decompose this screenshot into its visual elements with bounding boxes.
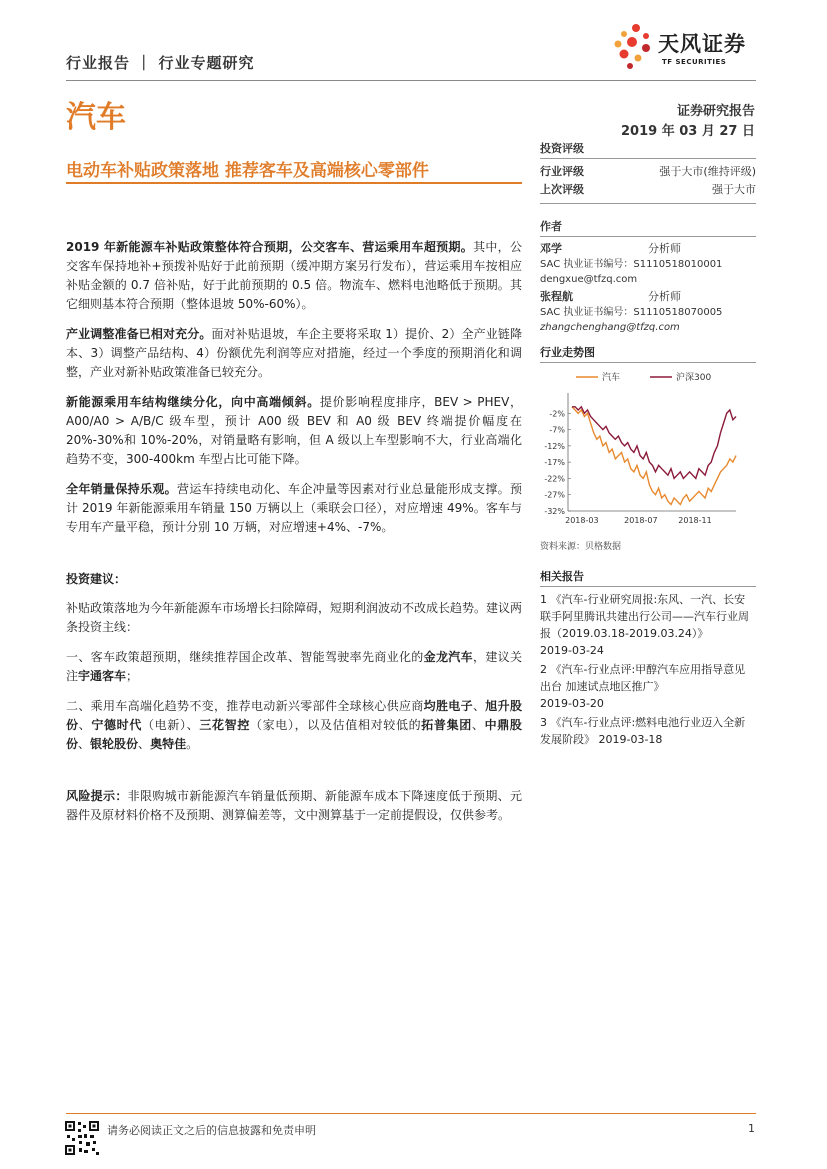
logo-text-en: TF SECURITIES	[662, 58, 727, 66]
paragraph-lead: 新能源乘用车结构继续分化，向中高端倾斜。	[66, 395, 320, 409]
paragraph-lead: 2019 年新能源车补贴政策整体符合预期，公交客车、营运乘用车超预期。	[66, 240, 474, 254]
risk-lead: 风险提示：	[66, 789, 128, 803]
paragraph-body: 营运车持续电动化、车企冲量等因素对行业总量能形成支撑。预计 2019 年新能源乘用车销量 150 万辆以上（乘联会口径），对应增速 49%。客车与专用车产量平稳，预计分别 10 万辆，对应增速+4%、-7%。	[66, 482, 522, 534]
header-divider	[66, 80, 756, 81]
report-title: 电动车补贴政策落地 推荐客车及高端核心零部件	[66, 161, 429, 181]
author-1: 邓学 分析师 SAC 执业证书编号：S1110518010001 dengxue@tfzq.com	[540, 241, 756, 287]
paragraph-subsidy	[66, 238, 522, 314]
related-heading: 相关报告	[540, 566, 756, 587]
rating-heading: 投资评级	[540, 138, 756, 159]
risk-warning	[66, 787, 522, 825]
logo-text-cn: 天风证券	[658, 32, 746, 56]
qr-code-icon	[64, 1120, 100, 1156]
author-email[interactable]: zhangchenghang@tfzq.com	[540, 322, 680, 333]
report-type: 证券研究报告	[676, 104, 755, 119]
investment-line-1: 一、客车政策超预期，继续推荐国企改革、智能驾驶率先商业化的金龙汽车，建议关注宇通客车；	[66, 650, 522, 683]
sector-name: 汽车	[66, 100, 126, 135]
legend-label: 沪深300	[676, 373, 712, 383]
y-tick-label: -2%	[549, 409, 565, 419]
investment-heading: 投资建议：	[66, 572, 127, 586]
trend-chart	[540, 367, 756, 525]
paragraph-body: 提价影响程度排序，BEV > PHEV，A00/A0 > A/B/C 级车型，预计 A00 级 BEV 和 A0 级 BEV 终端提价幅度在 20%-30%和 10%-20%，对销量略有影响，但 A 级以上车型影响不大，行业高端化趋势不变，300-400km 车型占比可能下降。	[66, 395, 522, 466]
author-heading: 作者	[540, 216, 756, 237]
paragraph-sales	[66, 480, 522, 537]
tf-securities-logo	[610, 22, 760, 74]
risk-body: 非限购城市新能源汽车销量低预期、新能源车成本下降速度低于预期、元器件及原材料价格不及预期、测算偏差等，文中测算基于一定前提假设，仅供参考。	[66, 789, 522, 822]
page-number: 1	[748, 1122, 755, 1135]
trend-heading: 行业走势图	[540, 342, 756, 363]
footer-divider	[66, 1113, 756, 1114]
related-report[interactable]: 2 《汽车-行业点评:甲醇汽车应用指导意见出台 加速试点地区推广》 2019-03-20	[540, 663, 746, 710]
footer-disclaimer: 请务必阅读正文之后的信息披露和免责申明	[107, 1124, 316, 1137]
report-date: 2019 年 03 月 27 日	[621, 124, 755, 139]
previous-rating-row: 上次评级 强于大市	[540, 181, 756, 204]
chart-source: 资料来源：贝格数据	[540, 542, 622, 552]
rating-row: 行业评级 强于大市(维持评级)	[540, 165, 756, 178]
paragraph-lead: 全年销量保持乐观。	[66, 482, 177, 496]
related-report[interactable]: 1 《汽车-行业研究周报:东风、一汽、长安联手阿里腾讯共建出行公司——汽车行业周报（2019.03.18-2019.03.24）》 2019-03-24	[540, 593, 749, 657]
series-line	[572, 407, 736, 505]
x-tick-label: 2018-07	[624, 516, 658, 525]
series-line	[572, 407, 736, 479]
y-tick-label: -22%	[544, 474, 565, 484]
legend-label: 汽车	[602, 373, 621, 383]
logo-mark-icon	[610, 22, 656, 70]
paragraph-body: 其中，公交客车保持地补+预拨补贴好于此前预期（缓冲期方案另行发布），营运乘用车按相应补贴金额的 0.7 倍补贴，好于此前预期的 0.5 倍。物流车、燃料电池略低于预期。其它细则基本符合预期（整体退坡 50%-60%）。	[66, 240, 522, 311]
main-content	[66, 238, 522, 836]
sidebar	[540, 138, 756, 335]
y-tick-label: -32%	[544, 507, 565, 516]
y-tick-label: -27%	[544, 490, 565, 500]
y-tick-label: -7%	[549, 425, 565, 435]
paragraph-structure	[66, 393, 522, 469]
author-2: 张程航 分析师 SAC 执业证书编号：S1110518070005 zhangchenghang@tfzq.com	[540, 289, 756, 335]
investment-intro: 补贴政策落地为今年新能源车市场增长扫除障碍，短期利润波动不改成长趋势。建议两条投资主线：	[66, 601, 523, 634]
related-report[interactable]: 3 《汽车-行业点评:燃料电池行业迈入全新发展阶段》 2019-03-18	[540, 716, 746, 746]
report-category: 行业报告 ｜ 行业专题研究	[66, 54, 255, 72]
x-tick-label: 2018-11	[678, 516, 712, 525]
x-tick-label: 2018-03	[565, 516, 599, 525]
title-divider	[66, 182, 522, 184]
paragraph-industry	[66, 325, 522, 382]
y-tick-label: -12%	[544, 441, 565, 451]
trend-chart-panel	[540, 342, 756, 750]
paragraph-lead: 产业调整准备已相对充分。	[66, 327, 212, 341]
author-email[interactable]: dengxue@tfzq.com	[540, 274, 638, 285]
investment-line-2: 二、乘用车高端化趋势不变，推荐电动新兴零部件全球核心供应商均胜电子、旭升股份、宁德时代（电新）、三花智控（家电），以及估值相对较低的拓普集团、中鼎股份、银轮股份、奥特佳。	[66, 699, 522, 751]
y-tick-label: -17%	[544, 458, 565, 468]
paragraph-body: 面对补贴退坡，车企主要将采取 1）提价、2）全产业链降本、3）调整产品结构、4）份额优先利润等应对措施，经过一个季度的预期消化和调整，产业对新补贴政策准备已较充分。	[66, 327, 522, 379]
